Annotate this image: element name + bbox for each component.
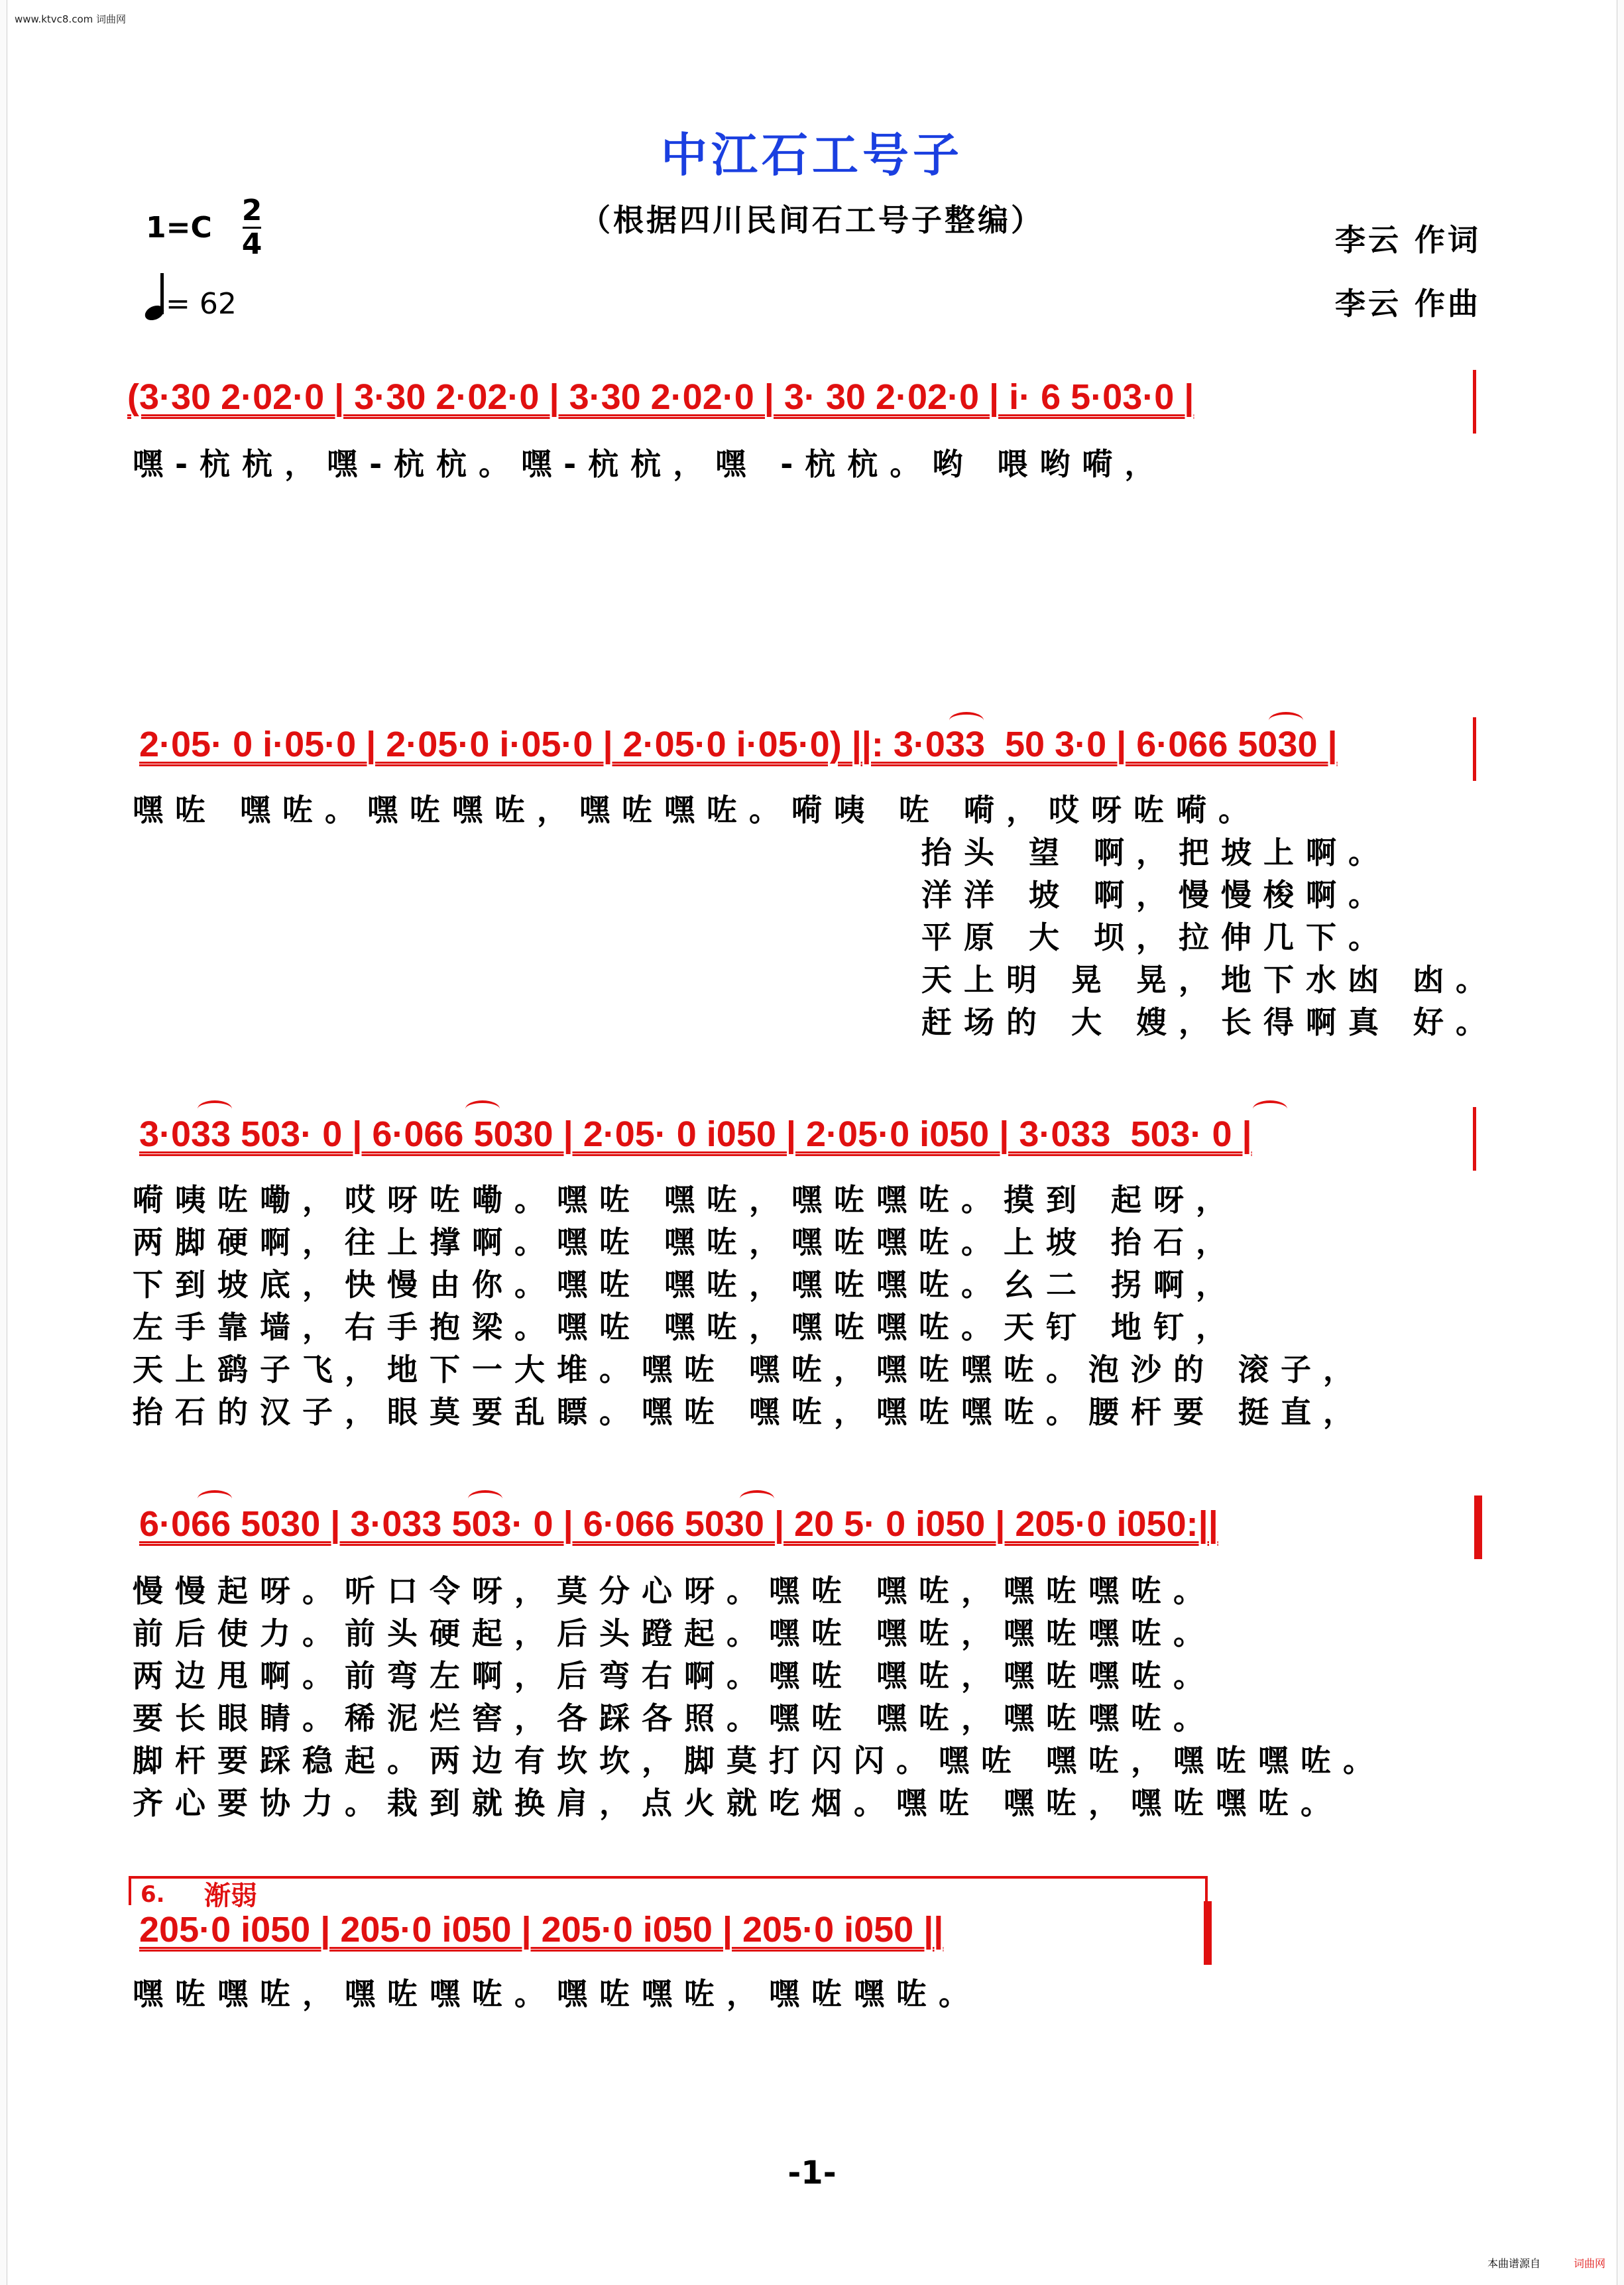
lyrics-line: 两边甩啊。前弯左啊，后弯右啊。嘿咗 嘿咗，嘿咗嘿咗。 [133, 1658, 1216, 1694]
lyrics-line: 两脚硬啊，往上撑啊。嘿咗 嘿咗，嘿咗嘿咗。上坡 抬石， [133, 1224, 1239, 1260]
tie-slur [468, 1490, 502, 1507]
lyrics-line: 天上鹞子飞，地下一大堆。嘿咗 嘿咗，嘿咗嘿咗。泡沙的 滚子， [133, 1352, 1366, 1387]
barline [1473, 370, 1476, 434]
lyrics-line: 嘿咗 嘿咗。嘿咗嘿咗，嘿咗嘿咗。嗬咦 咗 嗬，哎呀咗嗬。 [133, 792, 1261, 828]
final-barline [1204, 1901, 1212, 1965]
repeat-end-barline [1474, 1495, 1482, 1559]
song-subtitle: （根据四川民间石工号子整编） [580, 202, 1044, 238]
tie-slur [1253, 1100, 1287, 1118]
tie-slur [198, 1490, 232, 1507]
lyrics-line: 抬石的汉子，眼莫要乱瞟。嘿咗 嘿咗，嘿咗嘿咗。腰杆要 挺直， [133, 1394, 1366, 1430]
lyrics-line: 平原 大 坝，拉伸几下。 [921, 919, 1391, 955]
lyrics-line: 左手靠墙，右手抱梁。嘿咗 嘿咗，嘿咗嘿咗。天钉 地钉， [133, 1309, 1239, 1345]
tie-slur [1269, 712, 1303, 729]
tie-slur [949, 712, 984, 729]
lyrics-line: 脚杆要踩稳起。两边有坎坎，脚莫打闪闪。嘿咗 嘿咗，嘿咗嘿咗。 [133, 1743, 1386, 1779]
song-title: 中江石工号子 [661, 128, 963, 182]
lyrics-line: 洋洋 坡 啊，慢慢梭啊。 [921, 877, 1391, 913]
footer-source: 本曲谱源自 [1487, 2257, 1540, 2270]
quarter-note-icon [145, 274, 166, 321]
left-page-edge [0, 0, 7, 2285]
right-page-edge [1617, 0, 1624, 2285]
lyricist-credit: 李云 作词 [1334, 222, 1481, 258]
lyrics-line: 前后使力。前头硬起，后头蹬起。嘿咗 嘿咗，嘿咗嘿咗。 [133, 1615, 1216, 1651]
lyrics-line: 嘿-杭杭，嘿-杭杭。嘿-杭杭，嘿 -杭杭。哟 喂哟嗬， [133, 446, 1167, 482]
lyrics-line: 慢慢起呀。听口令呀，莫分心呀。嘿咗 嘿咗，嘿咗嘿咗。 [133, 1573, 1216, 1609]
composer-credit: 李云 作曲 [1334, 286, 1481, 322]
notation-line-3: 3·033 503· 0 | 6·066 5030 | 2·05· 0 i050 | 2·05·0 i050 | 3·033 503· 0 | [139, 1114, 1252, 1154]
footer [1487, 2255, 1605, 2270]
lyrics-line: 嗬咦咗嘞，哎呀咗嘞。嘿咗 嘿咗，嘿咗嘿咗。摸到 起呀， [133, 1182, 1239, 1218]
barline [1473, 717, 1476, 781]
lyrics-line: 嘿咗嘿咗，嘿咗嘿咗。嘿咗嘿咗，嘿咗嘿咗。 [133, 1976, 981, 2012]
lyrics-line: 赶场的 大 嫂，长得啊真 好。 [921, 1004, 1499, 1040]
footer-site-link[interactable]: 词曲网 [1573, 2257, 1605, 2270]
notation-line-1: (3·30 2·02·0 | 3·30 2·02·0 | 3·30 2·02·0 | 3· 30 2·02·0 | i· 6 5·03·0 | [127, 377, 1194, 417]
tempo-value: = 62 [166, 287, 237, 321]
notation-line-2: 2·05· 0 i·05·0 | 2·05·0 i·05·0 | 2·05·0 i·05·0) ||: 3·033 50 3·0 | 6·066 5030 | [139, 725, 1338, 764]
dynamic-marking: 渐弱 [204, 1881, 257, 1911]
lyrics-line: 抬头 望 啊，把坡上啊。 [921, 835, 1391, 870]
tie-slur [465, 1100, 500, 1118]
lyrics-line: 要长眼睛。稀泥烂窖，各踩各照。嘿咗 嘿咗，嘿咗嘿咗。 [133, 1700, 1216, 1736]
tie-slur [740, 1490, 774, 1507]
site-url[interactable]: www.ktvc8.com 词曲网 [15, 13, 127, 25]
notation-line-4: 6·066 5030 | 3·033 503· 0 | 6·066 5030 | 20 5· 0 i050 | 205·0 i050:|| [139, 1504, 1218, 1544]
time-signature-numerator: 2 [241, 194, 262, 227]
barline [1473, 1107, 1476, 1171]
notation-line-5: 205·0 i050 | 205·0 i050 | 205·0 i050 | 205·0 i050 || [139, 1910, 944, 1950]
key-signature: 1=C [146, 211, 212, 245]
lyrics-line: 齐心要协力。栽到就换肩，点火就吃烟。嘿咗 嘿咗，嘿咗嘿咗。 [133, 1785, 1344, 1821]
time-signature-denominator: 4 [241, 227, 262, 261]
lyrics-line: 天上明 晃 晃，地下水凼 凼。 [921, 962, 1499, 998]
volta-bracket [129, 1876, 1208, 1911]
page-number: -1- [787, 2154, 837, 2192]
tempo-marking [145, 274, 237, 321]
volta-number: 6. [141, 1881, 165, 1908]
tie-slur [198, 1100, 232, 1118]
lyrics-line: 下到坡底，快慢由你。嘿咗 嘿咗，嘿咗嘿咗。幺二 拐啊， [133, 1267, 1239, 1303]
time-signature [239, 195, 265, 261]
